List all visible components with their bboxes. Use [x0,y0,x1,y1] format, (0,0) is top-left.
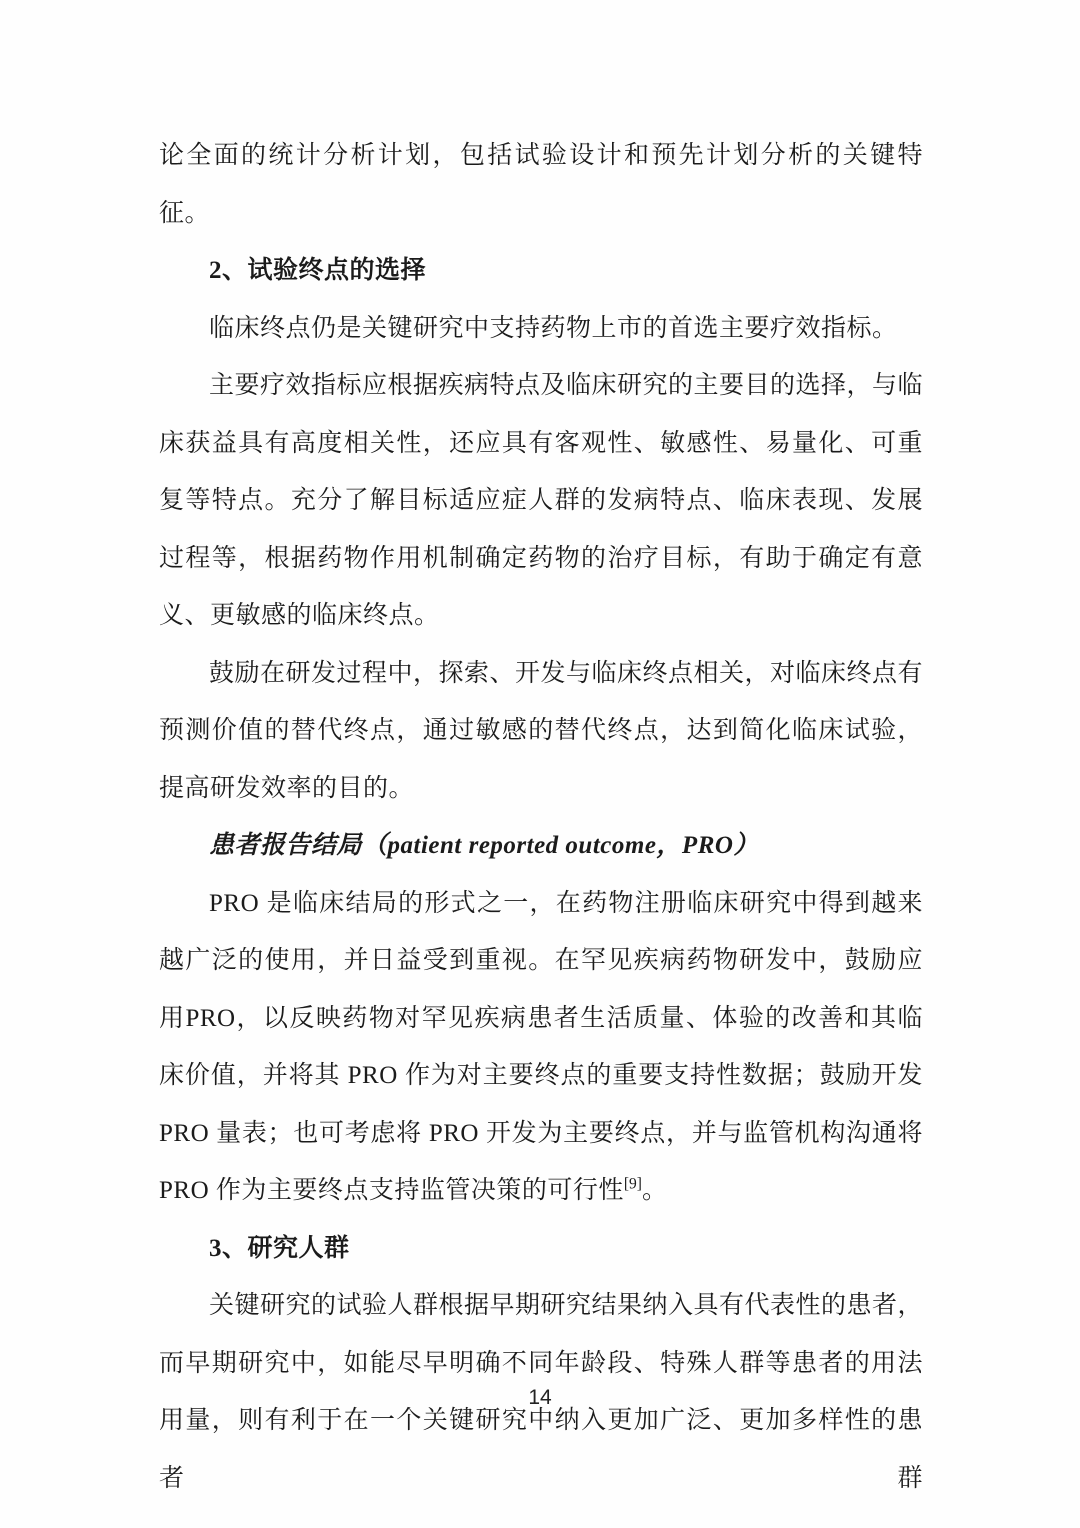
section-heading-trial-endpoints: 2、试验终点的选择 [209,257,427,284]
paragraph-text: 。 [641,1177,668,1204]
paragraph-continues: 关键研究的试验人群根据早期研究结果纳入具有代表性的患者，而早期研究中，如能尽早明确不同年龄段、特殊人群等患者的用法用量，则有利于在一个关键研究中纳入更加广泛、更加多样性的患者群 [159,1292,924,1492]
paragraph: 临床终点仍是关键研究中支持药物上市的首选主要疗效指标。 [209,314,898,342]
paragraph-text: PRO 是临床结局的形式之一，在药物注册临床研究中得到越来越广泛的使用，并日益受到重视。在罕见疾病药物研发中，鼓励应用PRO，以反映药物对罕见疾病患者生活质量、体验的改善和其临床价值，并将其 PRO 作为对主要终点的重要支持性数据；鼓励开发 PRO 量表；也可考虑将 PRO 开发为主要终点，并与监管机构沟通将 PRO 作为主要终点支持监管决策的可行性 [159,889,923,1204]
paragraph-continuation: 论全面的统计分析计划，包括试验设计和预先计划分析的关键特征。 [159,142,923,227]
paragraph: 主要疗效指标应根据疾病特点及临床研究的主要目的选择，与临床获益具有高度相关性，还应具有客观性、敏感性、易量化、可重复等特点。充分了解目标适应症人群的发病特点、临床表现、发展过程等，根据药物作用机制确定药物的治疗目标，有助于确定有意义、更敏感的临床终点。 [159,372,924,629]
page-number: 14 [528,1386,552,1409]
paragraph: 鼓励在研发过程中，探索、开发与临床终点相关，对临床终点有预测价值的替代终点，通过敏感的替代终点，达到简化临床试验，提高研发效率的目的。 [159,659,924,802]
section-heading-study-population: 3、研究人群 [209,1234,350,1262]
paragraph-with-reference [159,875,923,1220]
reference-marker: [9] [623,1175,642,1193]
document-body [159,127,923,1507]
subsection-heading-pro: 患者报告结局（patient reported outcome，PRO） [209,832,759,859]
